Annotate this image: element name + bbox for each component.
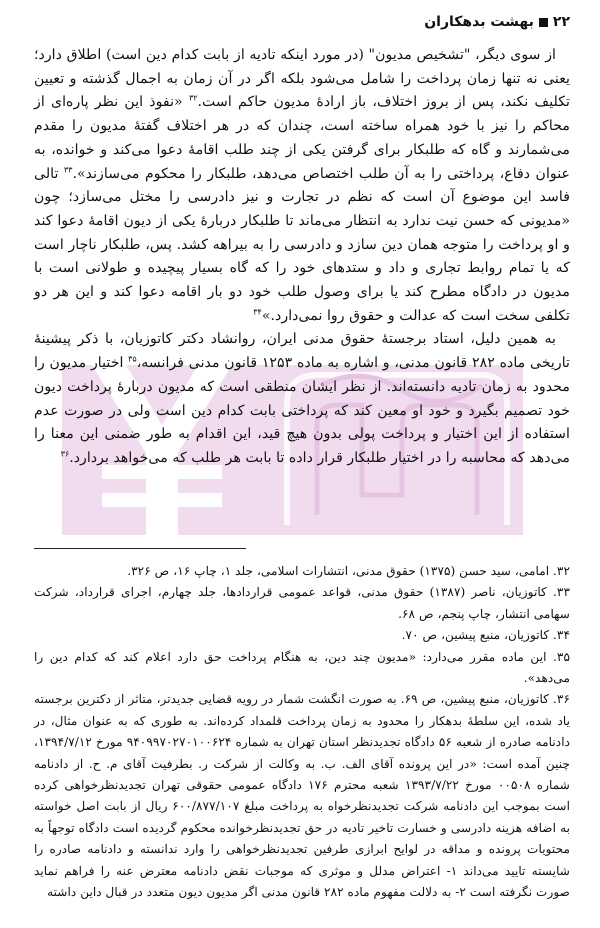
footnote-ref-34[interactable]: ۳۴ — [253, 307, 262, 316]
paragraph-2 — [34, 328, 570, 470]
footnote-text: کاتوزیان، منبع پیشین، ص ۷۰. — [401, 628, 550, 643]
footnote-ref-36[interactable]: ۳۶ — [60, 449, 70, 459]
page-number: ۲۲ — [552, 14, 570, 30]
book-title: بهشت بدهکاران — [424, 14, 534, 30]
footnote-ref-35[interactable]: ۳۵ — [128, 354, 137, 364]
footnote-ref-33[interactable]: ۳۳ — [63, 164, 73, 174]
paragraph-text: به همین دلیل، استاد برجستهٔ حقوق مدنی ایران، روانشاد دکتر کاتوزیان، با ذکر پیشینهٔ تاریخی ماده ۲۸۲ قانون مدنی، و اشاره به ماده ۱۲۵۳ قانون مدنی فرانسه، — [34, 331, 571, 372]
footnote-text: کاتوزیان، منبع پیشین، ص ۶۹. به صورت انگشت شمار در رویه قضایی جدیدتر، متاثر از دکترین برجسته یاد شده، این سلطهٔ بدهکار را محدود به زمان پرداخت قلمداد کرده‌اند. به طوری که به عنوان مثال، در دادنامه صادره از شعبه ۵۶ دادگاه تجدیدنظر استان تهران به شماره ۹۴۰۹۹۷۰۲۷۰۱۰۰۶۲۴ مورخ ۱۳۹۴/۷/۱۲، چنین آمده است: «در این پرونده آقای الف. ب. به وکالت از شرکت ر. بطرفیت آقای م. ح. از دادنامه شماره ۰۰۵۰۸ مورخ ۱۳۹۳/۷/۲۲ شعبه محترم ۱۷۶ دادگاه عمومی حقوقی تهران تجدیدنظرخواهی کرده است بموجب این دادنامه شرکت تجدیدنظرخواه به پرداخت مبلغ ۶۰۰/۸۷۷/۱۰۷ ریال از بابت اصل خواسته به اضافه هزینه دادرسی و خسارت تاخیر تادیه در حق تجدیدنظرخوانده محکوم گردیده است دادگاه توجهاً به محتویات پرونده و مداقه در لوایح ابرازی طرفین تجدیدنظرخواهی را وارد ندانسته و دادنامه صادره را شایسته تایید می‌داند ۱- اعتراض مدلل و موثری که موجبات نقض دادنامه معترض عنه را فراهم نماید صورت نگرفته است ۲- به دلالت مفهوم ماده ۲۸۲ قانون مدنی اگر مدیون دیون متعدد در قبال داین داشته — [34, 692, 571, 900]
footnote-ref-32[interactable]: ۳۲ — [188, 93, 198, 103]
footnote-text: کاتوزیان، ناصر (۱۳۸۷) حقوق مدنی، قواعد عمومی قراردادها، جلد چهارم، اجرای قرارداد، شرکت سهامی انتشار، چاپ پنجم، ص ۶۸. — [34, 585, 570, 621]
footnote-number: ۳۶ — [556, 692, 571, 707]
footnote-text: امامی، سید حسن (۱۳۷۵) حقوق مدنی، انتشارات اسلامی، جلد ۱، چاپ ۱۶، ص ۳۲۶. — [127, 564, 550, 578]
footnotes — [34, 561, 570, 904]
footnote-32: ۳۲. امامی، سید حسن (۱۳۷۵) حقوق مدنی، انتشارات اسلامی، جلد ۱، چاپ ۱۶، ص ۳۲۶. — [127, 564, 570, 578]
footnote-number: ۳۳ — [556, 585, 570, 600]
footnote-33: ۳۳. کاتوزیان، ناصر (۱۳۸۷) حقوق مدنی، قواعد عمومی قراردادها، جلد چهارم، اجرای قرارداد، شرکت سهامی انتشار، چاپ پنجم، ص ۶۸. — [34, 585, 570, 621]
footnote-34: ۳۴. کاتوزیان، منبع پیشین، ص ۷۰. — [401, 628, 570, 643]
footnote-36: ۳۶. کاتوزیان، منبع پیشین، ص ۶۹. به صورت انگشت شمار در رویه قضایی جدیدتر، متاثر از دکترین برجسته یاد شده، این سلطهٔ بدهکار را محدود به زمان پرداخت قلمداد کرده‌اند. به طوری که به عنوان مثال، در دادنامه صادره از شعبه ۵۶ دادگاه تجدیدنظر استان تهران به شماره ۹۴۰۹۹۷۰۲۷۰۱۰۰۶۲۴ مورخ ۱۳۹۴/۷/۱۲، چنین آمده است: «در این پرونده آقای الف. ب. به وکالت از شرکت ر. بطرفیت آقای م. ح. از دادنامه شماره ۰۰۵۰۸ مورخ ۱۳۹۳/۷/۲۲ شعبه محترم ۱۷۶ دادگاه عمومی حقوقی تهران تجدیدنظرخواهی کرده است بموجب این دادنامه شرکت تجدیدنظرخواه به پرداخت مبلغ ۶۰۰/۸۷۷/۱۰۷ ریال از بابت اصل خواسته به اضافه هزینه دادرسی و خسارت تاخیر تادیه در حق تجدیدنظرخوانده محکوم گردیده است دادگاه توجهاً به محتویات پرونده و مداقه در لوایح ابرازی طرفین تجدیدنظرخواهی را وارد ندانسته و دادنامه صادره را شایسته تایید می‌داند ۱- اعتراض مدلل و موثری که موجبات نقض دادنامه معترض عنه را فراهم نماید صورت نگرفته است ۲- به دلالت مفهوم ماده ۲۸۲ قانون مدنی اگر مدیون دیون متعدد در قبال داین داشته — [34, 692, 571, 900]
main-text — [34, 44, 570, 471]
square-bullet-icon — [539, 18, 548, 27]
footnote-number: ۳۵ — [556, 649, 570, 664]
paragraph-text: از سوی دیگر، "تشخیص مدیون" (در مورد اینکه تادیه از بابت کدام دین است) اطلاق دارد؛ یعنی نه تنها زمان پرداخت را شامل می‌شود بلکه اگر در آن زمان به اجمال گذشته و تعیین تکلیف نکند، پس از بروز اختلاف، باز ارادهٔ مدیون حاکم است. — [34, 47, 570, 111]
footnote-number: ۳۴ — [556, 628, 570, 643]
paragraph-text: «نفوذ این نظر پاره‌ای از محاکم را نیز با خود همراه ساخته است، چندان که در هر اختلاف گفتهٔ مدیون را مقدم می‌شمارند و گاه که طلبکار برای گرفتن یکی از چند طلب اقامهٔ دعوا می‌کند و خوانده، به عنوان دفاع، پرداختی را به آن طلب اختصاص می‌دهد، طلبکار را محکوم می‌سازند». — [34, 94, 570, 182]
paragraph-1 — [34, 44, 570, 328]
paragraph-text: تالی فاسد این موضوع آن است که نظم در تجارت و نیز دادرسی را مختل می‌سازد؛ چون «مدیونی که حسن نیت ندارد به انتظار می‌ماند تا طلبکار دربارهٔ یکی از دیون اقامهٔ دعوا کند و او پرداخت را متوجه همان دین سازد و دادرسی را به بیراهه کشد. پس، طلبکار ناچار است که یا تمام روابط تجاری و داد و ستدهای خود را که گاه بسیار پیچیده و طولانی است با مدیون در دادگاه مطرح کند یا برای وصول طلب خود دو بار اقامه دعوا کند و این هر دو تکلفی سخت است که عدالت و حقوق روا نمی‌دارد.» — [34, 165, 570, 324]
footnote-divider — [34, 548, 246, 549]
running-head — [424, 14, 570, 30]
footnote-text: این ماده مقرر می‌دارد: «مدیون چند دین، به هنگام پرداخت حق دارد اعلام کند که کدام دین را می‌دهد». — [34, 649, 570, 686]
footnote-35: ۳۵. این ماده مقرر می‌دارد: «مدیون چند دین، به هنگام پرداخت حق دارد اعلام کند که کدام دین را می‌دهد». — [34, 649, 570, 686]
paragraph-text: اختیار مدیون را محدود به زمان تادیه دانسته‌اند. از نظر ایشان منطقی است که مدیون دربارهٔ پرداخت دیون خود تصمیم بگیرد و خود او معین کند که پرداختی بابت کدام دین است ولی در صورت عدم استفاده از این اختیار و پرداخت پولی بدون هیچ قید، این اقدام به طور ضمنی این معنا را می‌دهد که محاسبه را در اختیار طلبکار قرار داده تا بابت هر طلب که می‌خواهد بردارد. — [34, 355, 570, 466]
footnote-number: ۳۲ — [556, 564, 570, 578]
